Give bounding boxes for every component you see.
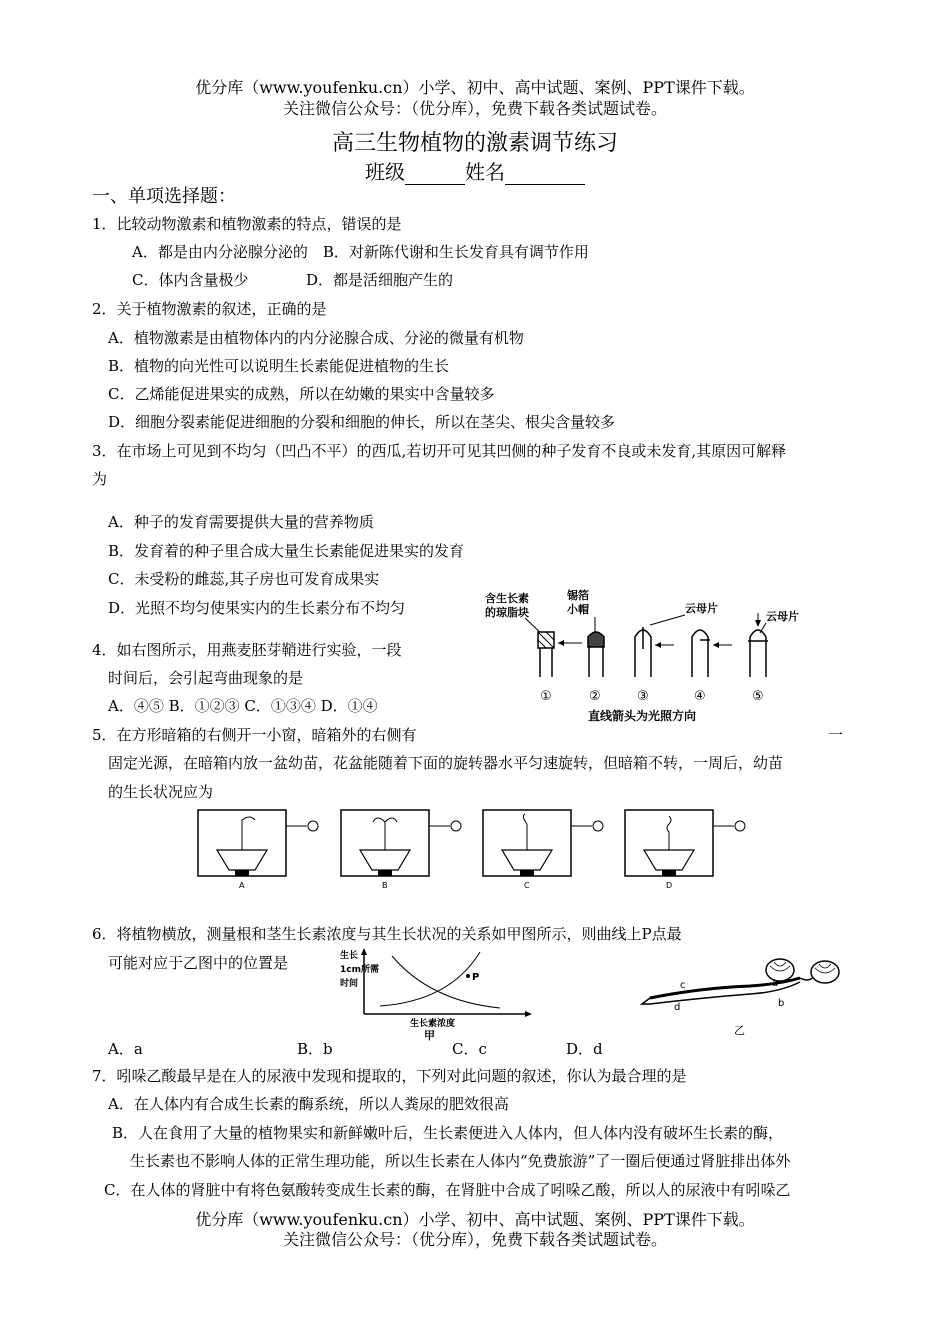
q5-stem-1: 5．在方形暗箱的右侧开一小窗，暗箱外的右侧有 [92, 726, 417, 744]
q6-option-b: B．b [297, 1040, 333, 1058]
q3-option-b: B．发育着的种子里合成大量生长素能促进果实的发育 [108, 542, 465, 560]
leaf-left [766, 959, 794, 981]
box-d [625, 810, 745, 876]
q3-option-d: D．光照不均匀使果实内的生长素分布不均匀 [108, 599, 406, 617]
yi-label-d: d [674, 1002, 681, 1013]
num-2: ② [589, 689, 601, 704]
yi-label-a: a [772, 978, 779, 989]
q3-stem-2: 为 [92, 470, 108, 488]
q2-option-a: A．植物激素是由植物体内的内分泌腺合成、分泌的微量有机物 [108, 329, 524, 347]
curve-falling [392, 956, 500, 1008]
page-title: 高三生物植物的激素调节练习 [331, 131, 618, 156]
jia-ylabel-1: 生长 [340, 951, 359, 961]
q6-option-c: C．c [452, 1040, 487, 1058]
q5-stem-1-end: 一 [828, 726, 844, 744]
label-foil-1: 锡箔 [567, 589, 589, 602]
num-5: ⑤ [752, 689, 764, 704]
q3-option-a: A．种子的发育需要提供大量的营养物质 [108, 513, 374, 531]
point-p-label: P [472, 972, 480, 983]
box-a [198, 810, 318, 876]
class-label: 班级 [365, 160, 405, 184]
q1-stem: 1．比较动物激素和植物激素的特点，错误的是 [92, 215, 402, 233]
q2-option-c: C．乙烯能促进果实的成熟，所以在幼嫩的果实中含量较多 [108, 385, 495, 403]
q2-stem: 2．关于植物激素的叙述，正确的是 [92, 300, 327, 318]
q6-figure-yi [640, 948, 850, 1038]
q6-stem-1: 6．将植物横放，测量根和茎生长素浓度与其生长状况的关系如甲图所示，则曲线上P点最 [92, 925, 682, 943]
q6-graph-jia [340, 946, 545, 1040]
header-line-2: 关注微信公众号：（优分库），免费下载各类试题试卷。 [282, 99, 667, 118]
box-label-a: A [239, 881, 245, 890]
q6-option-d: D．d [566, 1040, 603, 1058]
footer-line-2: 关注微信公众号：（优分库），免费下载各类试题试卷。 [282, 1230, 667, 1249]
q7-option-b-1: B．人在食用了大量的植物果实和新鲜嫩叶后，生长素便进入人体内，但人体内没有破坏生长素的酶， [112, 1124, 784, 1142]
q7-option-a: A．在人体内有合成生长素的酶系统，所以人粪尿的肥效很高 [108, 1095, 509, 1113]
jia-xlabel: 生长素浓度 [410, 1019, 456, 1029]
jia-name: 甲 [424, 1029, 435, 1042]
foil-cap [588, 632, 604, 647]
q5-stem-3: 的生长状况应为 [108, 783, 214, 801]
q1-options-ab: A．都是由内分泌腺分泌的 B．对新陈代谢和生长发育具有调节作用 [132, 243, 589, 261]
q6-option-a: A．a [108, 1040, 143, 1058]
leaf-right [811, 961, 839, 983]
yi-name: 乙 [734, 1024, 745, 1037]
figure-caption: 直线箭头为光照方向 [588, 709, 697, 723]
box-label-d: D [666, 881, 673, 890]
section-heading: 一、单项选择题： [92, 186, 236, 207]
class-blank[interactable] [405, 166, 465, 185]
box-label-b: B [382, 881, 388, 890]
box-c [483, 810, 603, 876]
label-agar-2: 的琼脂块 [485, 606, 529, 619]
q6-stem-2: 可能对应于乙图中的位置是 [108, 954, 289, 972]
q4-stem-1: 4．如右图所示，用燕麦胚芽鞘进行实验，一段 [92, 641, 402, 659]
q7-stem: 7．吲哚乙酸最早是在人的尿液中发现和提取的，下列对此问题的叙述，你认为最合理的是 [92, 1067, 687, 1085]
q5-stem-2: 固定光源，在暗箱内放一盆幼苗，花盆能随着下面的旋转器水平匀速旋转，但暗箱不转，一周后，幼苗 [108, 754, 784, 772]
num-1: ① [540, 689, 552, 704]
header-line-1: 优分库（www.youfenku.cn）小学、初中、高中试题、案例、PPT课件下载。 [195, 78, 755, 97]
label-mica-1: 云母片 [685, 602, 718, 615]
jia-ylabel-3: 时间 [340, 979, 359, 989]
box-label-c: C [524, 881, 530, 890]
q1-option-d: D．都是活细胞产生的 [306, 271, 454, 289]
q3-option-c: C．未受粉的雌蕊,其子房也可发育成果实 [108, 570, 380, 588]
yi-label-c: c [680, 980, 686, 991]
q2-option-b: B．植物的向光性可以说明生长素能促进植物的生长 [108, 357, 450, 375]
q1-option-c: C．体内含量极少 [132, 271, 249, 289]
q2-option-d: D．细胞分裂素能促进细胞的分裂和细胞的伸长，所以在茎尖、根尖含量较多 [108, 413, 616, 431]
q7-option-b-2: 生长素也不影响人体的正常生理功能，所以生长素在人体内“免费旅游”了一圈后便通过肾脏排出体外 [130, 1152, 791, 1170]
label-foil-2: 小帽 [567, 603, 589, 616]
coleoptile-5 [750, 630, 766, 677]
label-mica-2: 云母片 [766, 610, 799, 623]
coleoptile-4 [692, 630, 708, 677]
point-p [466, 974, 470, 978]
num-4: ④ [694, 689, 706, 704]
jia-ylabel-2: 1cm所需 [340, 965, 379, 975]
q4-options: A．④⑤ B．①②③ C．①③④ D．①④ [108, 697, 378, 715]
q7-option-c: C．在人体的肾脏中有将色氨酸转变成生长素的酶，在肾脏中合成了吲哚乙酸，所以人的尿液中有吲哚乙 [104, 1181, 791, 1199]
box-b [341, 810, 461, 876]
footer-line-1: 优分库（www.youfenku.cn）小学、初中、高中试题、案例、PPT课件下载。 [195, 1210, 755, 1229]
name-label: 姓名 [465, 160, 505, 184]
label-agar-1: 含生长素 [485, 592, 529, 605]
class-name-line [0, 156, 950, 185]
q5-figure [195, 808, 755, 890]
q4-figure [470, 585, 820, 725]
q3-stem-1: 3．在市场上可见到不均匀（凹凸不平）的西瓜,若切开可见其凹侧的种子发育不良或未发育,其原因可解释 [92, 442, 787, 460]
q4-stem-2: 时间后，会引起弯曲现象的是 [108, 669, 304, 687]
num-3: ③ [637, 689, 649, 704]
name-blank[interactable] [505, 166, 585, 185]
yi-label-b: b [778, 998, 785, 1009]
